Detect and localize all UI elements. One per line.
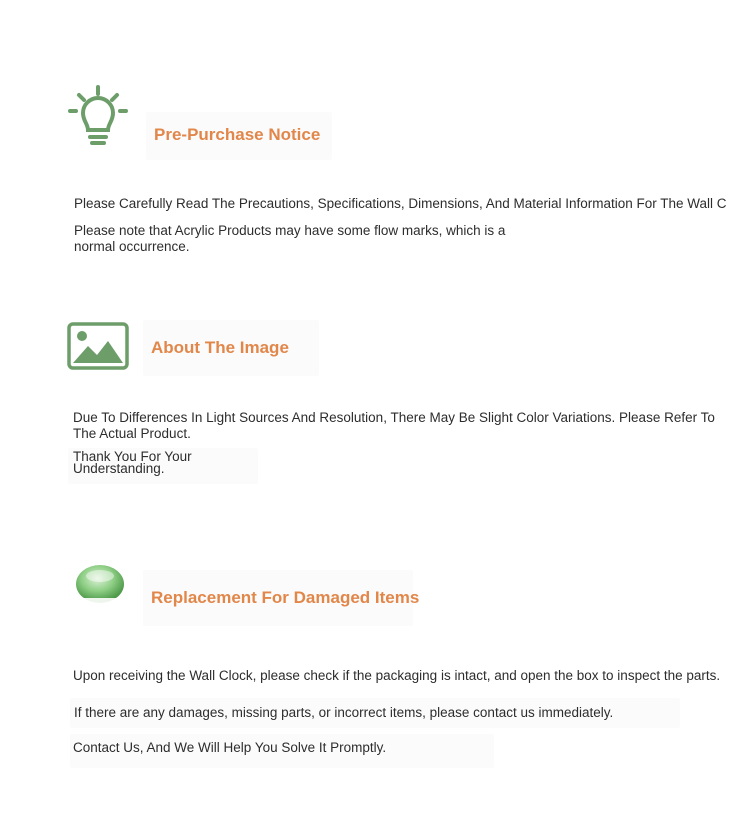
thanks-text: Thank You For Your Understanding. <box>73 449 192 476</box>
about-image-section <box>0 280 750 520</box>
damage-text: If there are any damages, missing parts, or incorrect items, please contact us immediately. <box>74 705 614 720</box>
image-icon <box>67 322 129 370</box>
section-title: Replacement For Damaged Items <box>151 588 420 607</box>
section-title: About The Image <box>151 338 289 357</box>
inspection-text: Upon receiving the Wall Clock, please check if the packaging is intact, and open the box to inspect the parts. <box>73 668 721 683</box>
contact-text: Contact Us, And We Will Help You Solve It Promptly. <box>73 740 387 755</box>
section-title: Pre-Purchase Notice <box>154 125 321 144</box>
green-badge-icon <box>72 562 128 612</box>
color-variation-text: Due To Differences In Light Sources And Resolution, There May Be Slight Color Variations. Please Refer To The Actual Product. <box>73 410 715 441</box>
lightbulb-icon <box>66 84 130 148</box>
notice-text: Please Carefully Read The Precautions, Specifications, Dimensions, And Material Information For The Wall C <box>74 196 727 211</box>
replacement-section <box>0 540 750 800</box>
pre-purchase-section <box>0 0 750 270</box>
flow-marks-note: Please note that Acrylic Products may have some flow marks, which is a normal occurrence. <box>74 223 506 254</box>
